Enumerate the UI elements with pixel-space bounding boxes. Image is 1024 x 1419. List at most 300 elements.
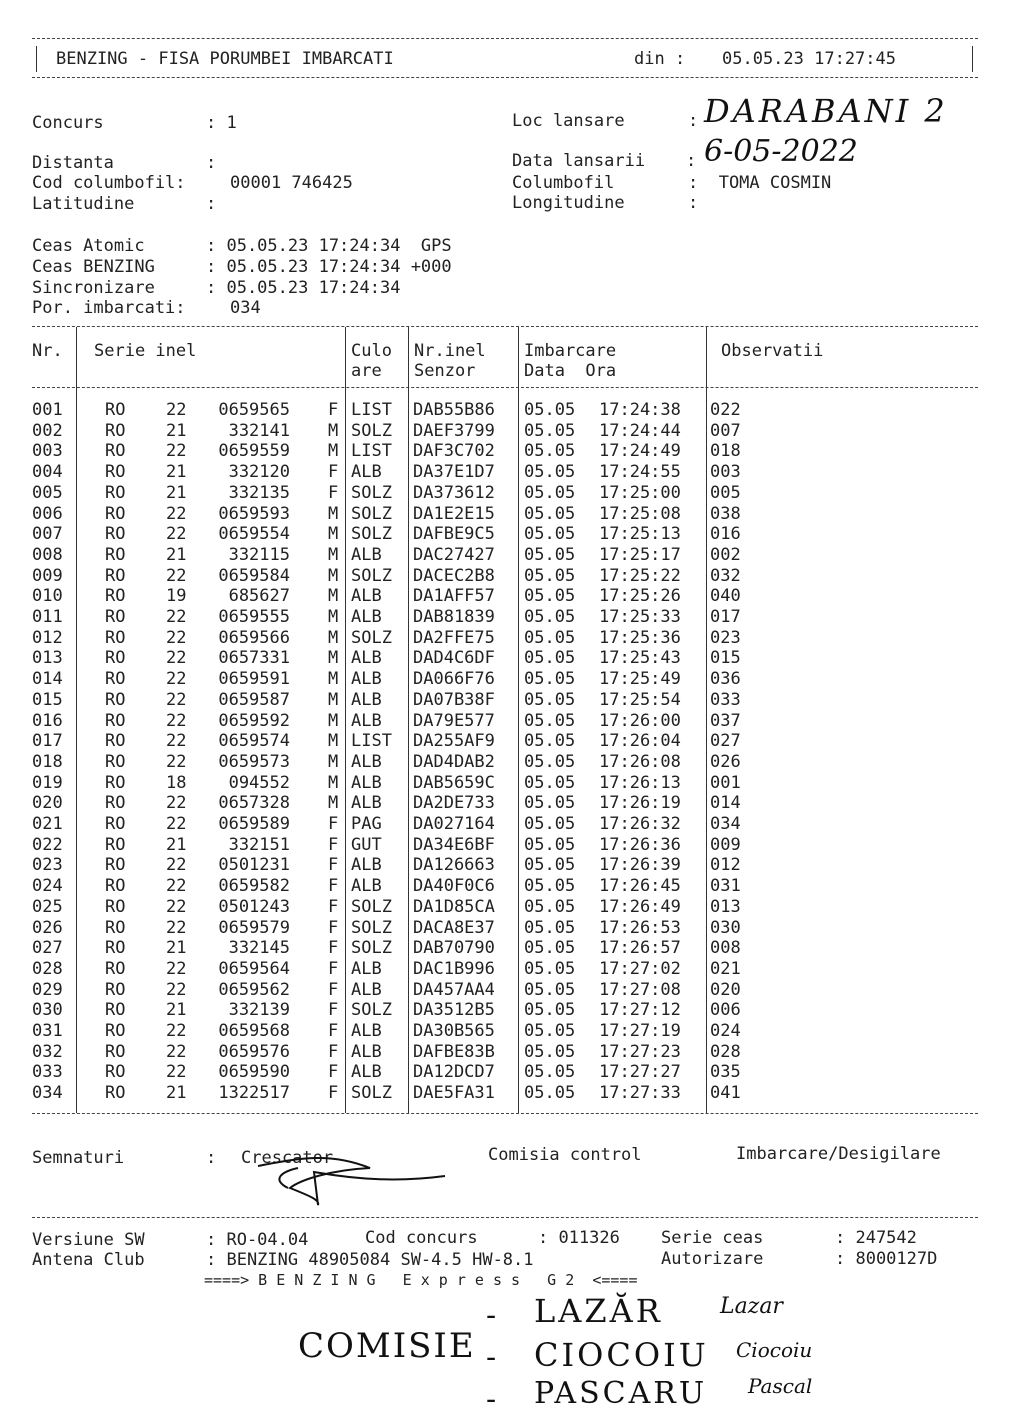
cell-an: 21: [166, 1000, 187, 1021]
cell-an: 22: [166, 627, 187, 648]
cell-ora: 17:27:12: [599, 1000, 681, 1021]
cell-observatii: 036: [710, 669, 741, 690]
cell-an: 22: [166, 648, 187, 669]
cell-data: 05.05: [524, 938, 576, 959]
cell-data: 05.05: [524, 876, 576, 897]
cell-data: 05.05: [524, 772, 576, 793]
cell-sex: F: [328, 979, 339, 1000]
cell-culoare: ALB: [351, 958, 382, 979]
cell-tara: RO: [105, 814, 126, 834]
commission-member-2: CIOCOIU: [534, 1336, 709, 1374]
comisia-control-label: Comisia control: [488, 1145, 642, 1165]
cell-sex: M: [328, 586, 339, 607]
cell-nr: 028: [32, 958, 63, 979]
cell-sex: M: [328, 751, 339, 772]
cell-an: 22: [166, 855, 187, 876]
cell-an: 22: [166, 1062, 187, 1083]
cell-an: 22: [166, 876, 187, 897]
col-header-culo: Culo: [351, 341, 392, 361]
commission-signature-3: Pascal: [748, 1374, 813, 1398]
cell-inel: 0657328: [218, 793, 290, 814]
cell-culoare: SOLZ: [351, 896, 392, 917]
cell-an: 19: [166, 586, 187, 607]
cell-observatii: 027: [710, 731, 741, 752]
cell-ora: 17:25:36: [599, 627, 681, 648]
cell-tara: RO: [105, 1000, 126, 1021]
cell-culoare: ALB: [351, 710, 382, 731]
cell-nr: 004: [32, 462, 63, 483]
cell-culoare: LIST: [351, 400, 392, 420]
cell-inel: 0659574: [218, 731, 290, 752]
cell-senzor: DAC27427: [413, 544, 495, 565]
cell-ora: 17:27:33: [599, 1083, 681, 1104]
cell-an: 22: [166, 524, 187, 545]
cell-inel: 0659576: [218, 1041, 290, 1062]
cell-inel: 332145: [228, 938, 290, 959]
col-header-observatii: Observatii: [721, 341, 824, 361]
cell-tara: RO: [105, 751, 126, 772]
cell-inel: 1322517: [218, 1083, 290, 1104]
cell-data: 05.05: [524, 855, 576, 876]
cell-senzor: DA255AF9: [413, 731, 495, 752]
cell-culoare: ALB: [351, 669, 382, 690]
porumbei-imbarcati-value: 034: [230, 298, 261, 318]
cell-observatii: 013: [710, 896, 741, 917]
cell-ora: 17:26:32: [599, 814, 681, 834]
cell-ora: 17:25:33: [599, 607, 681, 627]
cell-data: 05.05: [524, 689, 576, 710]
cell-data: 05.05: [524, 1021, 576, 1041]
cell-ora: 17:26:53: [599, 917, 681, 938]
cell-data: 05.05: [524, 814, 576, 834]
cell-culoare: ALB: [351, 586, 382, 607]
cell-ora: 17:25:13: [599, 524, 681, 545]
cell-ora: 17:25:17: [599, 544, 681, 565]
cell-ora: 17:26:45: [599, 876, 681, 897]
cell-data: 05.05: [524, 731, 576, 752]
cod-concurs-label: Cod concurs: [365, 1228, 478, 1248]
cell-an: 22: [166, 669, 187, 690]
cell-inel: 0659559: [218, 441, 290, 462]
data-lansarii-label: Data lansarii: [512, 151, 646, 171]
cell-senzor: DA373612: [413, 482, 495, 503]
cell-inel: 332135: [228, 482, 290, 503]
porumbei-imbarcati-label: Por. imbarcati:: [32, 298, 186, 318]
cell-an: 22: [166, 731, 187, 752]
cell-ora: 17:25:26: [599, 586, 681, 607]
loc-lansare-handwritten: DARABANI 2: [704, 92, 948, 130]
cell-sex: M: [328, 772, 339, 793]
cell-tara: RO: [105, 710, 126, 731]
cell-sex: F: [328, 1021, 339, 1041]
cell-observatii: 034: [710, 814, 741, 834]
cell-nr: 005: [32, 482, 63, 503]
cell-nr: 025: [32, 896, 63, 917]
cell-tara: RO: [105, 793, 126, 814]
cell-tara: RO: [105, 876, 126, 897]
crescator-signature: [258, 1158, 445, 1205]
cell-nr: 021: [32, 814, 63, 834]
loc-lansare-label: Loc lansare: [512, 111, 625, 131]
cell-data: 05.05: [524, 896, 576, 917]
cell-ora: 17:24:38: [599, 400, 681, 420]
cell-tara: RO: [105, 462, 126, 483]
imbarcare-desigilare-label: Imbarcare/Desigilare: [736, 1144, 941, 1164]
cell-an: 22: [166, 441, 187, 462]
cell-inel: 0659593: [218, 503, 290, 524]
cell-sex: M: [328, 669, 339, 690]
ceas-atomic-label: Ceas Atomic: [32, 236, 145, 256]
cell-data: 05.05: [524, 1062, 576, 1083]
cell-ora: 17:24:49: [599, 441, 681, 462]
cell-data: 05.05: [524, 565, 576, 586]
cell-inel: 332151: [228, 834, 290, 855]
cell-data: 05.05: [524, 793, 576, 814]
cell-nr: 014: [32, 669, 63, 690]
cell-culoare: LIST: [351, 441, 392, 462]
cell-ora: 17:26:04: [599, 731, 681, 752]
cell-nr: 010: [32, 586, 63, 607]
comisie-handwritten: COMISIE: [298, 1326, 476, 1366]
cell-inel: 0659566: [218, 627, 290, 648]
cell-inel: 0659565: [218, 400, 290, 420]
cell-tara: RO: [105, 1021, 126, 1041]
cell-observatii: 023: [710, 627, 741, 648]
cell-culoare: SOLZ: [351, 917, 392, 938]
cell-sex: M: [328, 689, 339, 710]
cell-senzor: DAEF3799: [413, 420, 495, 441]
cell-senzor: DA027164: [413, 814, 495, 834]
cell-data: 05.05: [524, 834, 576, 855]
cell-an: 21: [166, 938, 187, 959]
cell-observatii: 026: [710, 751, 741, 772]
loc-lansare-sep: :: [688, 111, 699, 131]
cell-tara: RO: [105, 689, 126, 710]
cell-ora: 17:25:43: [599, 648, 681, 669]
cell-tara: RO: [105, 979, 126, 1000]
cell-culoare: SOLZ: [351, 482, 392, 503]
cell-nr: 031: [32, 1021, 63, 1041]
cell-an: 21: [166, 420, 187, 441]
cell-culoare: ALB: [351, 462, 382, 483]
cell-inel: 0659591: [218, 669, 290, 690]
cell-observatii: 005: [710, 482, 741, 503]
cell-ora: 17:25:49: [599, 669, 681, 690]
cell-observatii: 020: [710, 979, 741, 1000]
cell-data: 05.05: [524, 979, 576, 1000]
cell-ora: 17:24:44: [599, 420, 681, 441]
cell-inel: 094552: [228, 772, 290, 793]
cell-an: 22: [166, 503, 187, 524]
cell-ora: 17:27:19: [599, 1021, 681, 1041]
cell-data: 05.05: [524, 917, 576, 938]
cell-ora: 17:26:57: [599, 938, 681, 959]
cell-ora: 17:24:55: [599, 462, 681, 483]
footer-top-rule: [32, 1217, 978, 1218]
cell-tara: RO: [105, 441, 126, 462]
cell-an: 21: [166, 482, 187, 503]
ceas-benzing-label: Ceas BENZING: [32, 257, 155, 277]
cell-sex: M: [328, 420, 339, 441]
cell-culoare: ALB: [351, 1021, 382, 1041]
cell-nr: 013: [32, 648, 63, 669]
cell-senzor: DA79E577: [413, 710, 495, 731]
cell-nr: 026: [32, 917, 63, 938]
cell-ora: 17:25:22: [599, 565, 681, 586]
cell-data: 05.05: [524, 586, 576, 607]
cell-tara: RO: [105, 896, 126, 917]
cell-inel: 0659589: [218, 814, 290, 834]
cell-nr: 029: [32, 979, 63, 1000]
cell-inel: 332139: [228, 1000, 290, 1021]
cell-inel: 0659554: [218, 524, 290, 545]
cell-ora: 17:26:00: [599, 710, 681, 731]
cell-sex: M: [328, 544, 339, 565]
cell-an: 21: [166, 1083, 187, 1104]
antena-club-value: : BENZING 48905084 SW-4.5 HW-8.1: [206, 1250, 534, 1270]
commission-signature-1: Lazar: [720, 1294, 783, 1319]
cell-observatii: 035: [710, 1062, 741, 1083]
cell-observatii: 009: [710, 834, 741, 855]
cell-observatii: 032: [710, 565, 741, 586]
cell-tara: RO: [105, 938, 126, 959]
cell-senzor: DAFBE9C5: [413, 524, 495, 545]
cell-sex: M: [328, 524, 339, 545]
cell-senzor: DA40F0C6: [413, 876, 495, 897]
columbofil-value: : TOMA COSMIN: [688, 173, 832, 193]
cell-an: 22: [166, 751, 187, 772]
cell-an: 22: [166, 896, 187, 917]
cell-inel: 0659555: [218, 607, 290, 627]
cell-inel: 0657331: [218, 648, 290, 669]
cell-nr: 016: [32, 710, 63, 731]
cell-sex: F: [328, 400, 339, 420]
cell-ora: 17:27:23: [599, 1041, 681, 1062]
cell-culoare: ALB: [351, 751, 382, 772]
cell-data: 05.05: [524, 482, 576, 503]
cell-tara: RO: [105, 420, 126, 441]
cell-culoare: SOLZ: [351, 938, 392, 959]
cod-concurs-value: : 011326: [538, 1228, 620, 1248]
cell-nr: 007: [32, 524, 63, 545]
antena-club-label: Antena Club: [32, 1250, 145, 1270]
cell-culoare: ALB: [351, 1062, 382, 1083]
cell-data: 05.05: [524, 710, 576, 731]
data-lansarii-handwritten: 6-05-2022: [704, 134, 858, 169]
distanta-label: Distanta: [32, 153, 114, 173]
cell-data: 05.05: [524, 607, 576, 627]
cell-an: 18: [166, 772, 187, 793]
cell-senzor: DA3512B5: [413, 1000, 495, 1021]
cell-data: 05.05: [524, 400, 576, 420]
cell-ora: 17:26:49: [599, 896, 681, 917]
concurs-value: : 1: [206, 113, 237, 133]
ceas-benzing-value: : 05.05.23 17:24:34 +000: [206, 257, 452, 277]
cell-observatii: 008: [710, 938, 741, 959]
cell-data: 05.05: [524, 1041, 576, 1062]
cell-sex: F: [328, 814, 339, 834]
col-header-serie: Serie inel: [94, 341, 197, 361]
versiune-sw-label: Versiune SW: [32, 1230, 145, 1250]
cell-senzor: DA1AFF57: [413, 586, 495, 607]
cell-observatii: 016: [710, 524, 741, 545]
latitudine-label: Latitudine: [32, 194, 135, 214]
autorizare-value: : 8000127D: [835, 1249, 938, 1269]
col-header-data-ora: Data Ora: [524, 361, 617, 381]
cell-an: 22: [166, 979, 187, 1000]
cell-tara: RO: [105, 400, 126, 420]
benzing-express-banner: ====> B E N Z I N G E x p r e s s G 2 <====: [204, 1271, 638, 1289]
cell-sex: M: [328, 441, 339, 462]
cell-senzor: DAB55B86: [413, 400, 495, 420]
cell-inel: 332141: [228, 420, 290, 441]
col-header-nr: Nr.: [32, 341, 63, 361]
cell-data: 05.05: [524, 420, 576, 441]
cell-observatii: 037: [710, 710, 741, 731]
cell-senzor: DAFBE83B: [413, 1041, 495, 1062]
cell-data: 05.05: [524, 462, 576, 483]
cell-sex: F: [328, 462, 339, 483]
cell-nr: 017: [32, 731, 63, 752]
cell-tara: RO: [105, 669, 126, 690]
cell-tara: RO: [105, 958, 126, 979]
cell-sex: M: [328, 565, 339, 586]
cell-observatii: 021: [710, 958, 741, 979]
cell-nr: 015: [32, 689, 63, 710]
cell-an: 22: [166, 958, 187, 979]
cell-an: 22: [166, 814, 187, 834]
cell-nr: 024: [32, 876, 63, 897]
cell-data: 05.05: [524, 503, 576, 524]
din-datetime: 05.05.23 17:27:45: [722, 49, 896, 69]
cell-senzor: DAC1B996: [413, 958, 495, 979]
cell-data: 05.05: [524, 441, 576, 462]
cell-culoare: ALB: [351, 544, 382, 565]
commission-member-1: LAZĂR: [534, 1292, 663, 1330]
cell-culoare: SOLZ: [351, 420, 392, 441]
cell-inel: 332120: [228, 462, 290, 483]
cell-senzor: DA30B565: [413, 1021, 495, 1041]
cell-inel: 0501231: [218, 855, 290, 876]
cell-ora: 17:26:08: [599, 751, 681, 772]
cell-sex: F: [328, 855, 339, 876]
cell-senzor: DA37E1D7: [413, 462, 495, 483]
cell-ora: 17:27:08: [599, 979, 681, 1000]
cell-ora: 17:26:13: [599, 772, 681, 793]
cell-culoare: SOLZ: [351, 1000, 392, 1021]
cell-senzor: DA457AA4: [413, 979, 495, 1000]
cell-inel: 0659590: [218, 1062, 290, 1083]
cell-sex: M: [328, 731, 339, 752]
cell-data: 05.05: [524, 648, 576, 669]
cell-observatii: 031: [710, 876, 741, 897]
cell-sex: F: [328, 1062, 339, 1083]
cell-nr: 022: [32, 834, 63, 855]
cell-nr: 008: [32, 544, 63, 565]
cell-tara: RO: [105, 731, 126, 752]
cell-observatii: 038: [710, 503, 741, 524]
cell-observatii: 017: [710, 607, 741, 627]
cell-tara: RO: [105, 917, 126, 938]
cell-senzor: DA07B38F: [413, 689, 495, 710]
cell-sex: M: [328, 710, 339, 731]
din-label: din :: [634, 49, 686, 69]
cell-sex: F: [328, 917, 339, 938]
cell-senzor: DAB81839: [413, 607, 495, 627]
cell-tara: RO: [105, 524, 126, 545]
cell-culoare: SOLZ: [351, 503, 392, 524]
cell-senzor: DAB5659C: [413, 772, 495, 793]
cell-senzor: DA12DCD7: [413, 1062, 495, 1083]
document-title: BENZING - FISA PORUMBEI IMBARCATI: [56, 49, 394, 69]
cell-culoare: GUT: [351, 834, 382, 855]
cell-tara: RO: [105, 607, 126, 627]
cell-culoare: ALB: [351, 648, 382, 669]
cell-culoare: SOLZ: [351, 627, 392, 648]
cell-senzor: DAD4DAB2: [413, 751, 495, 772]
cell-nr: 003: [32, 441, 63, 462]
cell-observatii: 001: [710, 772, 741, 793]
cell-data: 05.05: [524, 524, 576, 545]
cell-tara: RO: [105, 648, 126, 669]
cell-culoare: SOLZ: [351, 1083, 392, 1104]
cell-sex: F: [328, 876, 339, 897]
cell-tara: RO: [105, 855, 126, 876]
sincronizare-label: Sincronizare: [32, 278, 155, 298]
cell-ora: 17:26:39: [599, 855, 681, 876]
cell-nr: 020: [32, 793, 63, 814]
cell-inel: 0659564: [218, 958, 290, 979]
cell-tara: RO: [105, 565, 126, 586]
cell-nr: 034: [32, 1083, 63, 1104]
cell-data: 05.05: [524, 1000, 576, 1021]
cell-inel: 332115: [228, 544, 290, 565]
cell-an: 22: [166, 607, 187, 627]
cell-inel: 0659573: [218, 751, 290, 772]
cell-observatii: 040: [710, 586, 741, 607]
autorizare-label: Autorizare: [661, 1249, 764, 1269]
cell-sex: M: [328, 627, 339, 648]
latitudine-value: :: [206, 194, 217, 214]
cell-culoare: LIST: [351, 731, 392, 752]
cell-inel: 0659568: [218, 1021, 290, 1041]
cell-data: 05.05: [524, 627, 576, 648]
cell-sex: M: [328, 607, 339, 627]
commission-dash-3: -: [486, 1382, 497, 1417]
cell-data: 05.05: [524, 544, 576, 565]
cell-ora: 17:25:08: [599, 503, 681, 524]
cell-tara: RO: [105, 482, 126, 503]
cell-senzor: DA2FFE75: [413, 627, 495, 648]
cell-sex: M: [328, 648, 339, 669]
longitudine-label: Longitudine: [512, 193, 625, 213]
cell-inel: 0659562: [218, 979, 290, 1000]
cod-columbofil-value: 00001 746425: [230, 173, 353, 193]
cell-sex: F: [328, 1083, 339, 1104]
cell-data: 05.05: [524, 958, 576, 979]
cell-inel: 0659579: [218, 917, 290, 938]
cell-data: 05.05: [524, 669, 576, 690]
commission-dash-1: -: [486, 1298, 497, 1333]
cell-culoare: ALB: [351, 689, 382, 710]
cell-nr: 011: [32, 607, 63, 627]
cell-an: 22: [166, 689, 187, 710]
cell-ora: 17:26:36: [599, 834, 681, 855]
cell-inel: 0659584: [218, 565, 290, 586]
cell-nr: 012: [32, 627, 63, 648]
col-header-are: are: [351, 361, 382, 381]
cell-culoare: ALB: [351, 1041, 382, 1062]
